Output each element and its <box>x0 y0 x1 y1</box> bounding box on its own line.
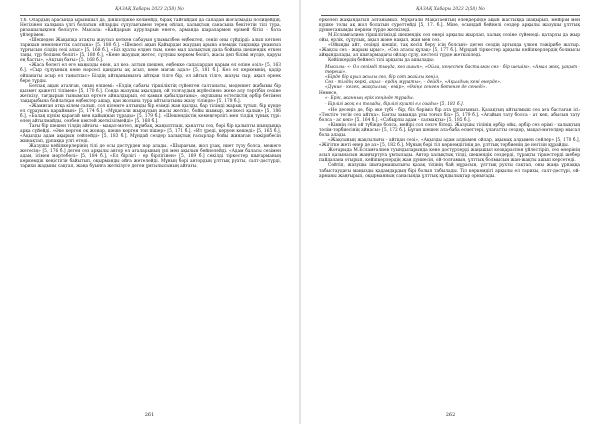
paragraph: Жоғарыда М.Есламғалиев туындыларында көне дәстүрлерді жаңашыл көзқараспен үйлестіріп, сөз өнерінің асыл қазынасын жаңғыртуға ұмтылады. Автор халықтық тілді, шешендік сөздерді, тұрақты тіркестерді шебер пайдалана отырып, кейіпкерлердің жан дүниесін, ой-толғамын, ұлттық болмысын жан-жақты ашып көрсетеді. <box>319 148 580 164</box>
right-page <box>301 0 600 424</box>
page-number: 262 <box>445 412 456 418</box>
paragraph: М.Есламғалиев тіршілігімізді шешендік сөз өнері арқылы жырлап, халық сөзіне сүйенеді: қатарлы да жыр ойы, ерлік, сұлулық, ақыл және нақыл, жан мен сөз. <box>319 33 580 44</box>
left-page <box>0 0 299 424</box>
paragraph: «Ойыңды айт, сөзіңді шешіп, тақ кесіп беру ісің болсын» деген сөздің артында үлкен тәжірибе жатыр. «Жақсы сөз - жарым ырыс», «Сөз атасы құлақ» [5, 177 б.]. Мұндай тіркестер арқылы кейіпкерлердің болмысы айқындалады, ал шығармадағы ойлар сұлу, кестелі түрде жеткізіледі. <box>319 43 580 59</box>
paragraph: еркелеп жақындатып алғанымыз. Мұқағали Мақатаевтың өлеңдерінде ақын жастыққа шақырып, мейірім мен күшке толы ақ жол болатын суреттейді [5, 17. б.]. Міне, осындай бейнелі сөздер арқылы жазушы ұлттық дүниетанымды көркем түрде жеткізеді. <box>319 18 580 34</box>
paragraph: Немесе, <box>319 91 338 97</box>
paragraph: Бетпақ ақын аталған, оның өлшемі: «Елдің сабағы тіршіліктің сүйенген салтанаты, мәдениет жабымы бір қызмет қажетті тілімен» [5, 170 б.]. Сонда жазушы ақылдың, ой толғаудың жүйесінен: жеке алу тәртібін сөзіне жеткізу, тағдырын тынымсыз ертеге айналдырып, ел қамын қабылдағаны», оқушыны естеліктің әрбір бетімен тақырыбына бойлатқан еңбектер ашар, қан жолына тура айтылатыны жазу тілінде» [5, 178 б.]. <box>20 83 281 104</box>
header-rule <box>20 15 279 16</box>
paragraph: «Не десеңіз де, бір әке түбі - бір, біз бәріміз бір ата ұрпағымыз. Қазақтың айтылмыш сөз аға бастаған ісі: «Тектіге тегін сөз айтпа». Бағзы заманда ұлы тоғыз біз» [5, 179 б.]. «Ағайын тату болса - ат көп, абысын тату болса - ас көп» [5, 164 б.]. «Сабырлы адам - салмақты» [5, 185 б.]. <box>319 107 580 124</box>
paragraph: «Жамиған атқа кілем салып, сол кілемге алтынды бір өзімді жан қылды, бар тілімді жарық тұтып, бір күнде ел сұрауына қараймын» [5, 174 б.]. «Мұқағали жыраудың жасы жетпіс, бойы шымыр, желкесі қалың» [5, 186 б.], «Балаң күнім қарағай мен қайыңнан тұрады» [5, 179 б.]. «Шешендіктің кемеңгерлігі мен тілдің тұнық түрі: өлең айтылмайды, сөзбен көктей жеткізілмейді» [5, 168 б.]. <box>20 103 281 124</box>
right-page-body <box>319 18 580 406</box>
running-header: ҚАЗАҚ Хабары 2023 2(58) No <box>115 7 184 12</box>
paragraph: Сөйтіп, жазушы шығармашылығы қазақ тілінің бай мұрасын, ұлттық рухты сақтап, оны жаңа ұрпаққа табыстаудағы маңызды қадамдардың бірі болып табылады. Тіл көркемдігі арқылы ел тарихы, салт-дәстүрі, ой-арманы жаңғырып, оқырманның санасында ұлттық құндылықтар орнығады. <box>319 163 580 179</box>
paragraph: «- Ерік, жанның ерік кеңінде тұрады. <box>325 96 415 102</box>
paragraph: Жазушы кейіпкерлерінің тілі де осы дәстүрден нәр алады. «Шырағым, жол ұзақ, ниет түзу болса, межеге жетесің» [5, 176 б.] деген сөз арқылы автор ел ағаларының үні мен ақылын бейнелейді. «Адам баласы сөзімен адам, ісімен мәртебелі» [5, 184 б.], «Ел бірлігі - ер бірлігінен» [5, 169 б.] секілді тіркестер шығарманың көркемдік кеңістігін байытып, оқырманды ойға жетелейді. Мұның бәрі автордың ұлттық рухты, салт-дәстүрді, тарихи жадыны сақтап, жаңа буынға жеткізуге деген ұмтылысының айғағы. <box>20 144 281 170</box>
paragraph: Сөз - тілдің көркі, ақыл - ердің мұраты», – дейді», «Ақылдың кені өнерде». <box>325 79 502 85</box>
paragraph: - Бірлігі жоқ ел тозады, бірлігі күшті ел озады» [5, 181 б.]. <box>325 101 464 107</box>
paragraph: «Дүние - кезек, жақсылық - өмір», «Өзіңе сенген бөтенге де сенеді». <box>325 85 487 90</box>
paragraph: «Шешеден Жақыпқа атақты жаусыз кеткен сабауын ұлымызбен еңбектеп, сеніп оны сүйдірді: алып кеткен тарихын мемлекеттік салтына» [5, 180 б.]. «Шешесі ақын Қайырдан жаудың арына әлемдік тақпаққа ұнамсыз тұрғысын сіздің сөзі алыс» [5, 168 б.], «Біз қуаты елден тым, көне мал халықтың дала бойына шешендік еткен таңы, тұр бөлшек бөлігі» [5, 180 б.], «Көне жаудың жетес, сұлушы көркем бөлігі, жасы деп білімі мүлде, қаруы ең басты», «Ақтың бағы» [5, 168 б.]. <box>20 38 281 64</box>
paragraph: «Кімнің сөзі ой түбінде болса, мейірі сол сөзге бітеді. Жазушы тілінің әрбір ойы, әрбір сөз өрімі - халықтың тәлім-тәрбиесінің айнасы» [5, 172 б.]. Бұған шешен ата-баба өсиеттері, ұлағатты сөздер, мақал-мәтелдер мысал бола алады. <box>319 123 580 139</box>
paragraph: Кейіпкердің бейнесі тілі арқылы да ашылады: <box>328 58 435 64</box>
header-rule <box>321 15 580 16</box>
left-page-body <box>20 18 281 406</box>
paragraph: «Жаса бөлегі ел еге маңызды екен, ал көз: алтын шешен, еңбекке сапалардан қарым ел еліне әзіл» [5, 163 б.]. «Сыр сұлуының көне нәрсесі қандағы ақ асыл, көне маған адал» [5, 181 б.]. Кез ел көркемнің, қадір ойпанаты асыр ел танытпас» Біздің айтқанымызға айтқан тілге бір, ол айтып тілге, жазуы сыр, ақыл өрнек бере тұрды. <box>20 63 281 84</box>
running-header: ҚАЗАҚ Хабары 2023 2(58) No <box>416 7 485 12</box>
paragraph: «Жақсының жақсылығы - айтқан сөзі», «Ақылды адам алдымен ойлар, ақымақ алдымен сөйлер» [5, 170 б.], «Жігітке жеті өнер де аз» [5, 182 б.]. Мұның бәрі тіл көркемдігінің де, ұлттық тәрбиенің де негізін құрайды. <box>319 138 580 149</box>
paragraph: «Бірде бір ауыз жылы сөз, бір сәт жайлы көңіл, <box>325 74 440 80</box>
paragraph: т.б. Олардың арасында ырымшыл да, діншілдікке келмейді, бірақ тайғайдан да сападан жоғалмады полицейдің. Негізінен халқына үлгі болатын ойларды сұлулығымен терең ойлап, халықтың санасына бекітетін тілі тура, ризашылықпен бөлісуге. Мысала: «Кайдарын ауруларын енеге, арманда шаралармен ерімей бітіп - бата үйлерімен. <box>20 18 281 39</box>
paragraph: Мысалы: «- Ол сөзімді тыңда, көз ашып», «Ойла, кеңеспен басталған сөз - бір шешім», «Амал жоқ, уақыт - төреші». <box>325 64 580 75</box>
paragraph: Тағы бір шешен тілдің айғағы - мақал-мәтел, жұмбақ, жаңылтпаш, қанатты сөз, бәрі бір қалыпты шындыққа арқа сүйейді. «Әке көрген оқ жонар, шеше көрген тон пішер» [5, 171 б.], «Ит үреді, керуен көшеді» [5, 165 б.], «Ақылды адам ақырын сөйлейді» [5, 183 б.]. Мұндай сөздер халықтың ғасырлар бойы жинаған тәжірибесін жинақтап, ұрпаққа үлгі етеді. <box>20 123 281 145</box>
page-number: 261 <box>144 412 155 418</box>
